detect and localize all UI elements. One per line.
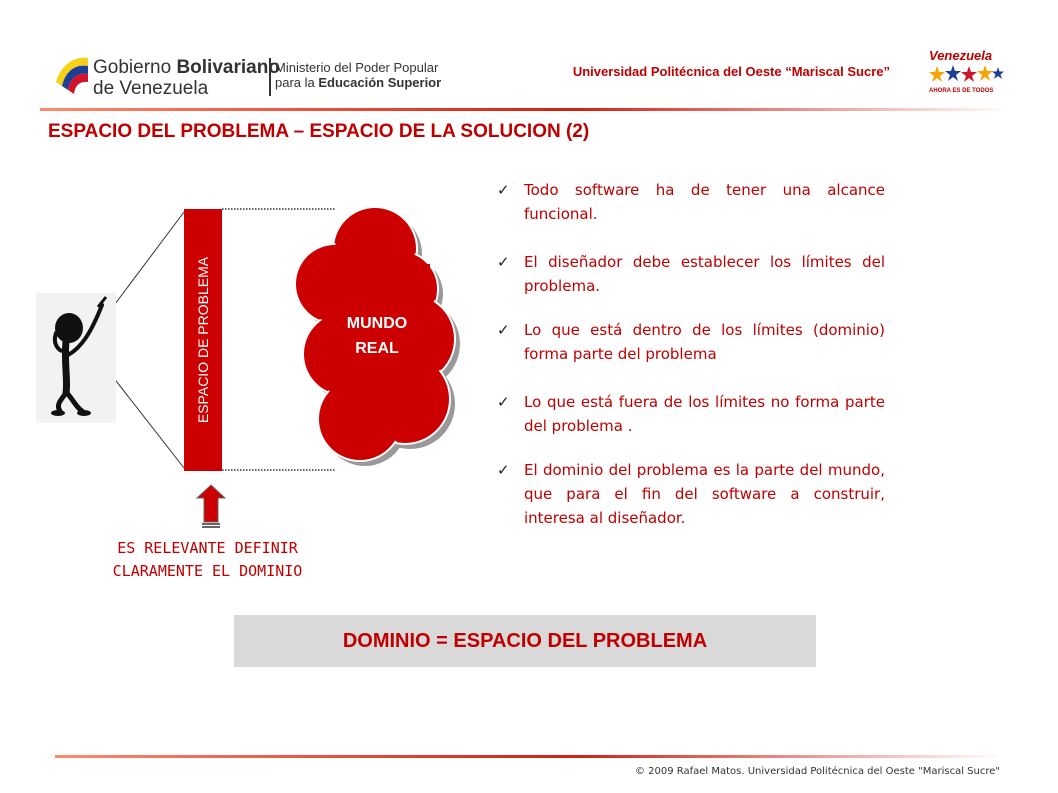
ministerio-line1: Ministerio del Poder Popular xyxy=(275,60,439,75)
up-arrow-icon xyxy=(196,484,226,530)
header-divider xyxy=(40,108,1010,111)
check-icon: ✓ xyxy=(497,461,510,479)
gobierno-name-line2: de Venezuela xyxy=(93,78,209,99)
venezuela-flag-icon xyxy=(56,58,88,94)
list-item: ✓ El dominio del problema es la parte del mundo, que para el fin del software a construir, interesa al diseñador. xyxy=(497,458,885,530)
problem-space-label: ESPACIO DE PROBLEMA xyxy=(195,256,211,424)
university-name: Universidad Politécnica del Oeste “Mariscal Sucre” xyxy=(572,64,890,79)
real-world-label-line2: REAL xyxy=(355,340,399,357)
footer-divider xyxy=(55,755,1003,758)
gobierno-name-line1: Gobierno Bolivariano xyxy=(93,57,280,78)
stick-figure-icon xyxy=(36,293,116,423)
check-icon: ✓ xyxy=(497,393,510,411)
check-icon: ✓ xyxy=(497,321,510,339)
problem-space-bar xyxy=(184,209,222,471)
list-item: ✓ Lo que está fuera de los límites no forma parte del problema . xyxy=(497,390,885,438)
page-title: ESPACIO DEL PROBLEMA – ESPACIO DE LA SOLUCION (2) xyxy=(48,121,590,142)
check-icon: ✓ xyxy=(497,181,510,199)
venezuela-logo-title: Venezuela xyxy=(929,48,993,63)
list-item: ✓ Lo que está dentro de los límites (dominio) forma parte del problema xyxy=(497,318,885,366)
venezuela-logo-slogan: AHORA ES DE TODOS xyxy=(929,88,994,94)
relevance-note-line2: CLARAMENTE EL DOMINIO xyxy=(112,562,303,580)
venezuela-stars-icon xyxy=(929,65,1004,82)
list-item: ✓ El diseñador debe establecer los límites del problema. xyxy=(497,250,885,298)
real-world-label xyxy=(317,311,437,361)
ministerio-line2: para la Educación Superior xyxy=(275,75,442,90)
relevance-note xyxy=(70,537,345,583)
domain-definition-text: DOMINIO = ESPACIO DEL PROBLEMA xyxy=(342,629,708,652)
copyright: © 2009 Rafael Matos. Universidad Politécnica del Oeste "Mariscal Sucre" xyxy=(634,766,1000,777)
domain-definition-box xyxy=(234,615,816,667)
check-icon: ✓ xyxy=(497,253,510,271)
list-item: ✓ Todo software ha de tener una alcance funcional. xyxy=(497,178,885,226)
relevance-note-line1: ES RELEVANTE DEFINIR xyxy=(117,539,298,557)
real-world-label-line1: MUNDO xyxy=(346,315,408,332)
venezuela-logo xyxy=(925,48,1005,98)
